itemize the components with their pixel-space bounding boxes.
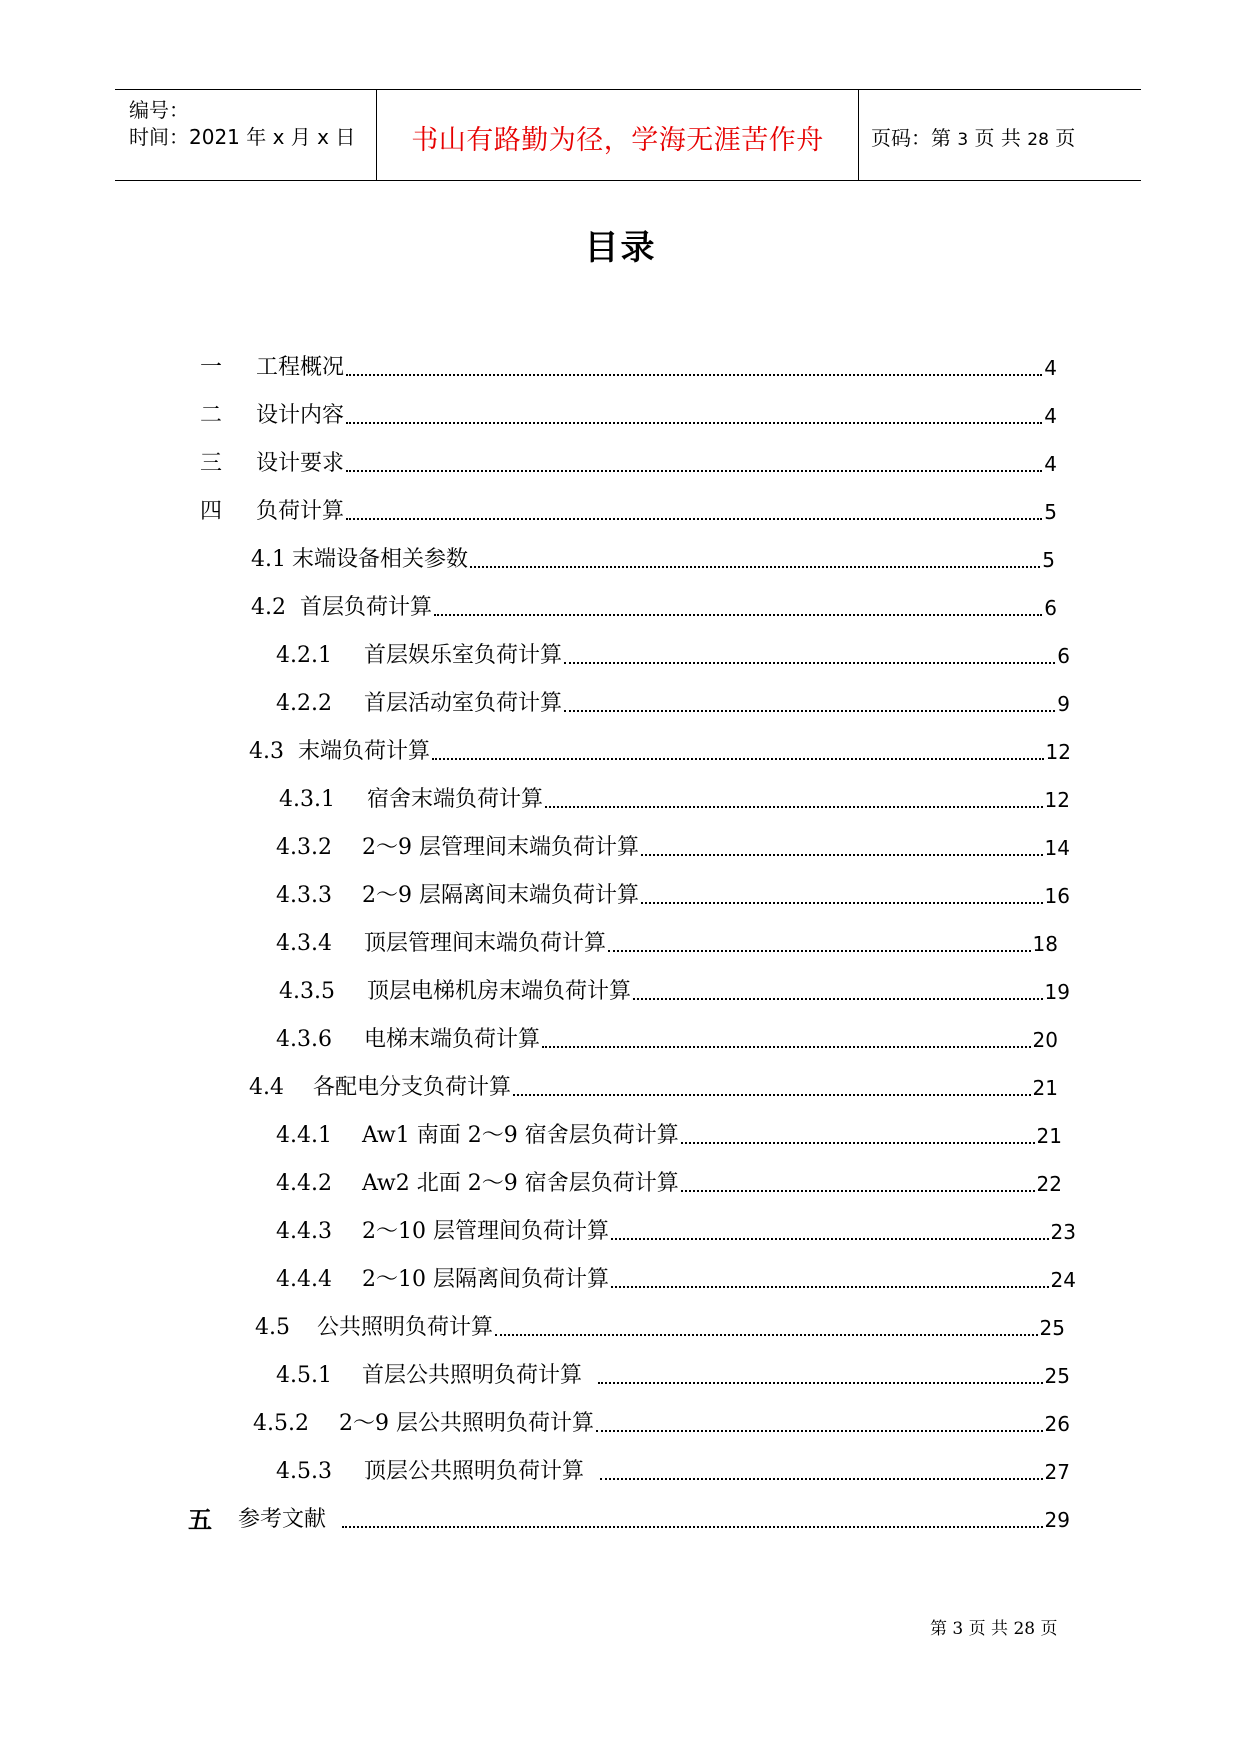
toc-leader-dots (346, 470, 1042, 472)
toc-entry-number: 4.2.1 (276, 643, 332, 668)
toc-entry[interactable] (249, 1067, 1058, 1103)
toc-entry-page: 4 (1044, 452, 1057, 476)
toc-entry-label: 2～10 层隔离间负荷计算 (362, 1267, 609, 1292)
toc-entry[interactable] (200, 491, 1057, 527)
toc-entry[interactable] (276, 683, 1070, 719)
toc-entry[interactable] (276, 875, 1070, 911)
toc-entry-number: 4.3.4 (276, 931, 332, 956)
toc-entry-page: 25 (1044, 1364, 1070, 1388)
time-label: 时间：2021 年 x 月 x 日 (129, 125, 356, 149)
toc-entry-number: 4.3.6 (276, 1027, 332, 1052)
toc-entry-label: 参考文献 (238, 1507, 327, 1532)
footer-mid: 页 共 (968, 1619, 1009, 1639)
toc-entry-number: 4.5.3 (276, 1459, 332, 1484)
footer-prefix: 第 (930, 1619, 947, 1639)
toc-entry[interactable] (200, 347, 1057, 383)
header-page-mid: 页 共 (974, 126, 1021, 150)
toc-entry-number: 4.2.2 (276, 691, 332, 716)
toc-entry-number: 4.3.2 (276, 835, 332, 860)
toc-entry-label: 2～9 层管理间末端负荷计算 (362, 835, 639, 860)
toc-entry-page: 6 (1044, 596, 1057, 620)
toc-entry-label: 顶层管理间末端负荷计算 (364, 931, 607, 956)
toc-entry-number: 4.4 (249, 1075, 284, 1100)
toc-entry-label: 首层公共照明负荷计算 (362, 1363, 583, 1388)
toc-entry-page: 4 (1044, 404, 1057, 428)
toc-leader-dots (611, 1238, 1049, 1240)
toc-entry[interactable] (276, 1019, 1058, 1055)
toc-entry-number: 五 (188, 1505, 212, 1534)
toc-leader-dots (564, 710, 1055, 712)
header-motto-cell (377, 90, 859, 180)
toc-entry-number: 4.3 (249, 739, 284, 764)
toc-entry-label: 末端负荷计算 (298, 739, 431, 764)
toc-entry-page: 21 (1032, 1076, 1058, 1100)
toc-entry-page: 12 (1045, 740, 1071, 764)
toc-leader-dots (608, 950, 1031, 952)
toc-entry-number: 4.5.1 (276, 1363, 332, 1388)
toc-entry-label: 2～9 层公共照明负荷计算 (339, 1411, 594, 1436)
toc-leader-dots (346, 518, 1042, 520)
toc-entry[interactable] (276, 1211, 1076, 1247)
toc-entry-number: 4.2 (251, 595, 286, 620)
toc-leader-dots (596, 1430, 1043, 1432)
serial-label: 编号： (129, 98, 189, 122)
toc-entry[interactable] (251, 539, 1055, 575)
toc-entry-number: 4.3.5 (279, 979, 335, 1004)
toc-entry[interactable] (188, 1499, 1070, 1535)
toc-entry-label: 末端设备相关参数 (292, 547, 469, 572)
toc-entry-label: 2～10 层管理间负荷计算 (362, 1219, 609, 1244)
toc-leader-dots (641, 854, 1043, 856)
toc-entry-page: 14 (1044, 836, 1070, 860)
toc-entry-number: 一 (200, 355, 223, 380)
header-page-total: 28 (1027, 130, 1049, 150)
toc-entry-label: 宿舍末端负荷计算 (367, 787, 544, 812)
toc-entry-page: 22 (1036, 1172, 1062, 1196)
toc-entry[interactable] (276, 1355, 1070, 1391)
toc-entry-page: 26 (1044, 1412, 1070, 1436)
toc-leader-dots (470, 566, 1040, 568)
header-page-cell (859, 90, 1141, 180)
toc-leader-dots (681, 1190, 1035, 1192)
toc-entry-number: 4.5 (255, 1315, 290, 1340)
toc-entry-label: Aw2 北面 2～9 宿舍层负荷计算 (362, 1171, 679, 1196)
toc-entry[interactable] (276, 1163, 1062, 1199)
toc-entry-number: 4.1 (251, 547, 286, 572)
page-title: 目录 (584, 228, 657, 268)
toc-entry[interactable] (200, 395, 1057, 431)
toc-entry[interactable] (279, 971, 1070, 1007)
page-footer (930, 1614, 1058, 1639)
toc-entry-number: 四 (200, 499, 223, 524)
toc-entry-page: 9 (1057, 692, 1070, 716)
toc-leader-dots (346, 422, 1042, 424)
toc-entry-page: 20 (1032, 1028, 1058, 1052)
toc-leader-dots (346, 374, 1042, 376)
toc-entry-label: 负荷计算 (256, 499, 345, 524)
toc-leader-dots (513, 1094, 1031, 1096)
toc-entry-label: 各配电分支负荷计算 (313, 1075, 512, 1100)
toc-entry-label: 顶层公共照明负荷计算 (364, 1459, 585, 1484)
toc-leader-dots (633, 998, 1043, 1000)
toc-entry[interactable] (251, 587, 1057, 623)
toc-leader-dots (434, 614, 1042, 616)
header-page-indicator (871, 122, 1075, 151)
toc-entry-label: 设计要求 (256, 451, 345, 476)
footer-total: 28 (1013, 1619, 1036, 1639)
toc-entry-label: 首层活动室负荷计算 (364, 691, 563, 716)
toc-entry[interactable] (255, 1307, 1065, 1343)
toc-leader-dots (545, 806, 1043, 808)
toc-entry-label: 首层娱乐室负荷计算 (364, 643, 563, 668)
toc-entry-number: 4.4.3 (276, 1219, 332, 1244)
toc-entry-label: 顶层电梯机房末端负荷计算 (367, 979, 632, 1004)
toc-entry-label: 电梯末端负荷计算 (364, 1027, 541, 1052)
toc-leader-dots (432, 758, 1044, 760)
toc-entry[interactable] (276, 923, 1058, 959)
toc-leader-dots (681, 1142, 1035, 1144)
toc-entry-page: 5 (1042, 548, 1055, 572)
toc-entry[interactable] (276, 1259, 1076, 1295)
header-left-cell (115, 90, 377, 180)
toc-entry-number: 4.3.3 (276, 883, 332, 908)
toc-entry-page: 21 (1036, 1124, 1062, 1148)
page-header (115, 89, 1141, 181)
toc-entry-label: 公共照明负荷计算 (317, 1315, 494, 1340)
toc-entry-label: 首层负荷计算 (300, 595, 433, 620)
toc-entry-page: 24 (1050, 1268, 1076, 1292)
toc-entry[interactable] (276, 827, 1070, 863)
header-page-current: 3 (957, 130, 969, 150)
toc-leader-dots (495, 1334, 1038, 1336)
toc-entry-page: 27 (1044, 1460, 1070, 1484)
toc-leader-dots (598, 1382, 1043, 1384)
toc-entry-page: 29 (1044, 1508, 1070, 1532)
toc-entry-page: 4 (1044, 356, 1057, 380)
toc-entry-page: 16 (1044, 884, 1070, 908)
footer-current: 3 (952, 1619, 964, 1639)
toc-entry[interactable] (276, 1115, 1062, 1151)
toc-entry[interactable] (249, 731, 1071, 767)
toc-entry-page: 18 (1032, 932, 1058, 956)
motto: 书山有路勤为径，学海无涯苦作舟 (411, 125, 824, 156)
toc-entry-page: 19 (1044, 980, 1070, 1004)
header-page-suffix: 页 (1055, 126, 1076, 150)
toc-entry[interactable] (253, 1403, 1070, 1439)
toc-entry-page: 5 (1044, 500, 1057, 524)
toc-entry-page: 25 (1039, 1316, 1065, 1340)
toc-leader-dots (600, 1478, 1043, 1480)
header-page-prefix: 页码：第 (871, 126, 951, 150)
footer-suffix: 页 (1040, 1619, 1058, 1639)
toc-entry-page: 23 (1050, 1220, 1076, 1244)
toc-leader-dots (542, 1046, 1031, 1048)
toc-entry[interactable] (276, 635, 1070, 671)
toc-entry-number: 4.3.1 (279, 787, 335, 812)
toc-entry-label: 设计内容 (256, 403, 345, 428)
toc-entry-number: 4.4.4 (276, 1267, 332, 1292)
toc-entry-label: 工程概况 (256, 355, 345, 380)
toc-entry-number: 三 (200, 451, 223, 476)
toc-entry[interactable] (276, 1451, 1070, 1487)
toc-entry-number: 二 (200, 403, 223, 428)
toc-entry-page: 6 (1057, 644, 1070, 668)
toc-entry-number: 4.4.2 (276, 1171, 332, 1196)
toc-entry-label: 2～9 层隔离间末端负荷计算 (362, 883, 639, 908)
toc-leader-dots (611, 1286, 1049, 1288)
toc-entry-label: Aw1 南面 2～9 宿舍层负荷计算 (362, 1123, 679, 1148)
toc-entry-page: 12 (1044, 788, 1070, 812)
toc-entry[interactable] (279, 779, 1070, 815)
toc-leader-dots (342, 1526, 1043, 1528)
toc-leader-dots (564, 662, 1055, 664)
toc-entry-number: 4.5.2 (253, 1411, 309, 1436)
toc-leader-dots (641, 902, 1043, 904)
toc-entry[interactable] (200, 443, 1057, 479)
toc-entry-number: 4.4.1 (276, 1123, 332, 1148)
